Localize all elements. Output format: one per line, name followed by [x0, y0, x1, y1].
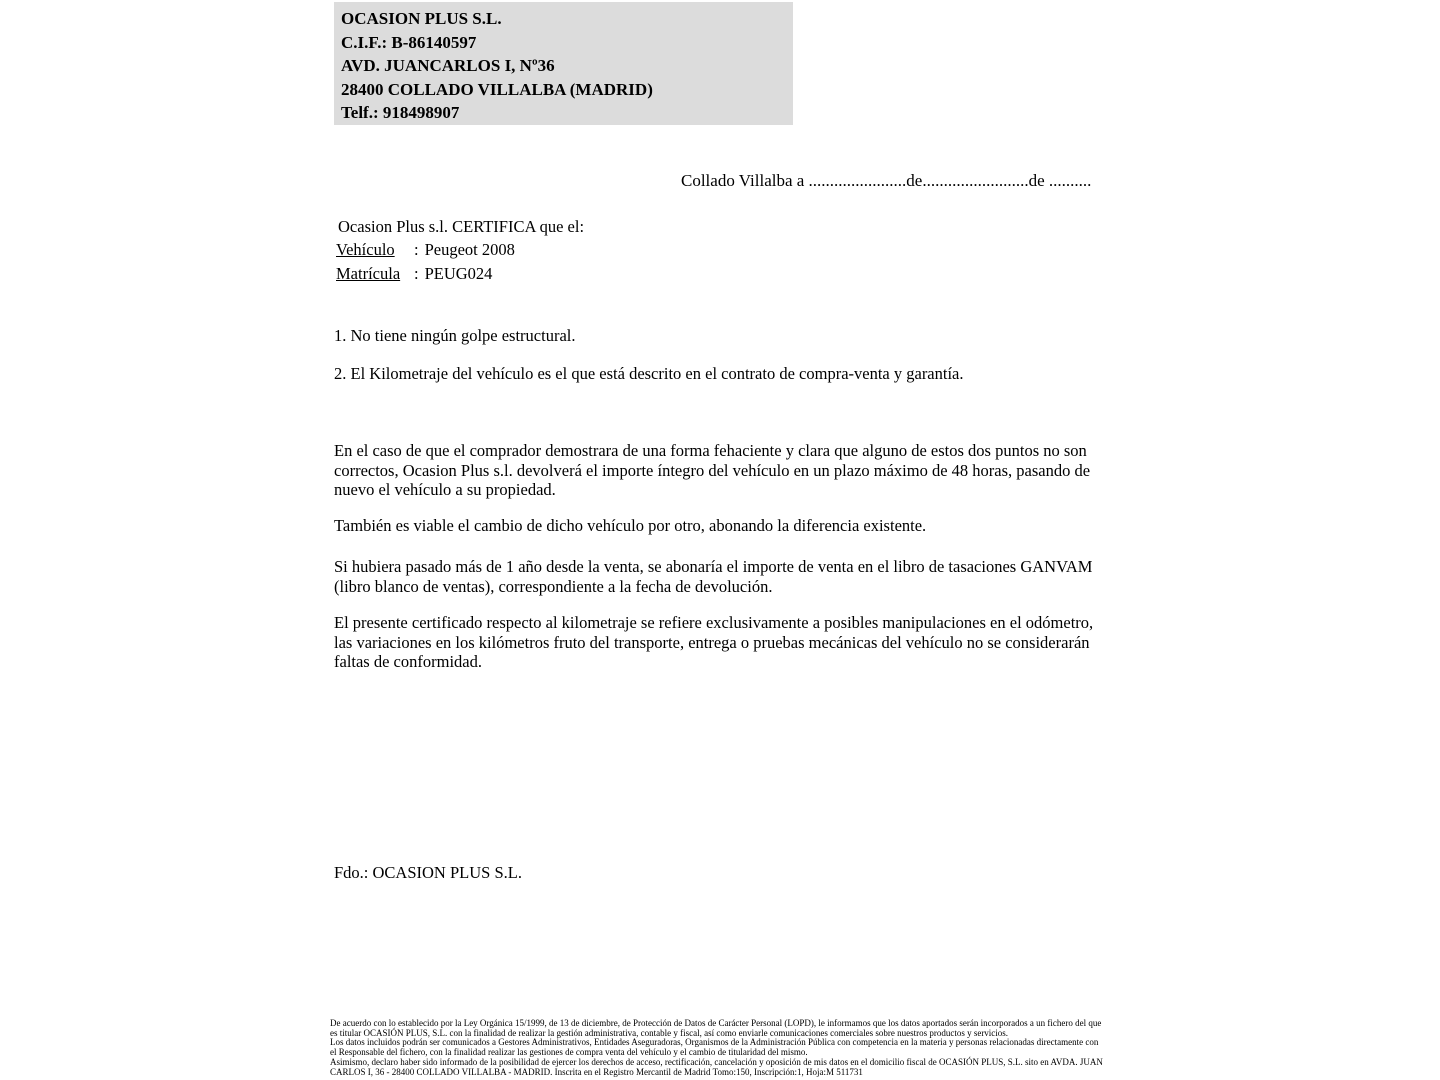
legal-footer [330, 1019, 1104, 1077]
legal-paragraph-rights: Asimismo, declaro haber sido informado de la posibilidad de ejercer los derechos de acceso, rectificación, cancelación y oposición de mis datos en el domicilio fiscal de OCASIÓN PLUS, S.L. sito en AVDA. JUAN CARLOS I, 36 - 28400 COLLADO VILLALBA - MADRID. Inscrita en el Registro Mercantil de Madrid Tomo:150, Inscripción:1, Hoja:M 511731 [330, 1056, 1103, 1077]
body-paragraph-ganvam: Si hubiera pasado más de 1 año desde la venta, se abonaría el importe de venta en el libro de tasaciones GANVAM (libro blanco de ventas), correspondiente a la fecha de devolución. [334, 557, 1093, 596]
vehicle-label: Vehículo [336, 240, 395, 259]
plate-field [336, 264, 492, 284]
date-line: Collado Villalba a .......................de.........................de .......... [681, 171, 1092, 190]
legal-paragraph-lopd: De acuerdo con lo establecido por la Ley Orgánica 15/1999, de 13 de diciembre, de Protección de Datos de Carácter Personal (LOPD), le informamos que los datos aportados serán incorporados a un fichero del que es titular OCASIÓN PLUS, S.L. con la finalidad de realizar la gestión administrativa, contable y fiscal, así como enviarle comunicaciones comerciales sobre nuestros productos y servicios. [330, 1018, 1102, 1038]
plate-separator: : [414, 264, 419, 283]
certification-point-2: 2. El Kilometraje del vehículo es el que está descrito en el contrato de compra-venta y garantía. [334, 364, 964, 383]
company-phone: Telf.: 918498907 [341, 103, 460, 122]
company-cif: C.I.F.: B-86140597 [341, 32, 477, 52]
company-name: OCASION PLUS S.L. [341, 9, 502, 28]
vehicle-field [336, 240, 515, 260]
company-address: AVD. JUANCARLOS I, Nº36 [341, 56, 555, 75]
certification-intro: Ocasion Plus s.l. CERTIFICA que el: [338, 217, 585, 236]
plate-value: PEUG024 [424, 264, 493, 283]
company-city: 28400 COLLADO VILLALBA (MADRID) [341, 79, 653, 99]
plate-label: Matrícula [336, 264, 401, 283]
vehicle-value: Peugeot 2008 [424, 240, 515, 259]
body-paragraph-refund: En el caso de que el comprador demostrara de una forma fehaciente y clara que alguno de estos dos puntos no son correctos, Ocasion Plus s.l. devolverá el importe íntegro del vehículo en un plazo máximo de 48 horas, pasando de nuevo el vehículo a su propiedad. [334, 441, 1091, 500]
legal-paragraph-data-sharing: Los datos incluidos podrán ser comunicados a Gestores Administrativos, Entidades Aseguradoras, Organismos de la Administración Pública con competencia en la materia y personas relacionadas directamente con el Responsable del fichero, con la finalidad realizar las gestiones de compra venta del vehículo y el cambio de titularidad del mismo. [330, 1037, 1099, 1058]
vehicle-separator: : [414, 240, 419, 259]
certification-point-1: 1. No tiene ningún golpe estructural. [334, 326, 576, 345]
company-header-box [334, 2, 793, 125]
body-paragraph-odometer: El presente certificado respecto al kilometraje se refiere exclusivamente a posibles manipulaciones en el odómetro, las variaciones en los kilómetros fruto del transporte, entrega o pruebas mecánicas del vehículo no se considerarán faltas de conformidad. [334, 613, 1094, 672]
body-paragraph-exchange: También es viable el cambio de dicho vehículo por otro, abonando la diferencia existente. [334, 516, 927, 535]
signature-line: Fdo.: OCASION PLUS S.L. [334, 863, 522, 882]
